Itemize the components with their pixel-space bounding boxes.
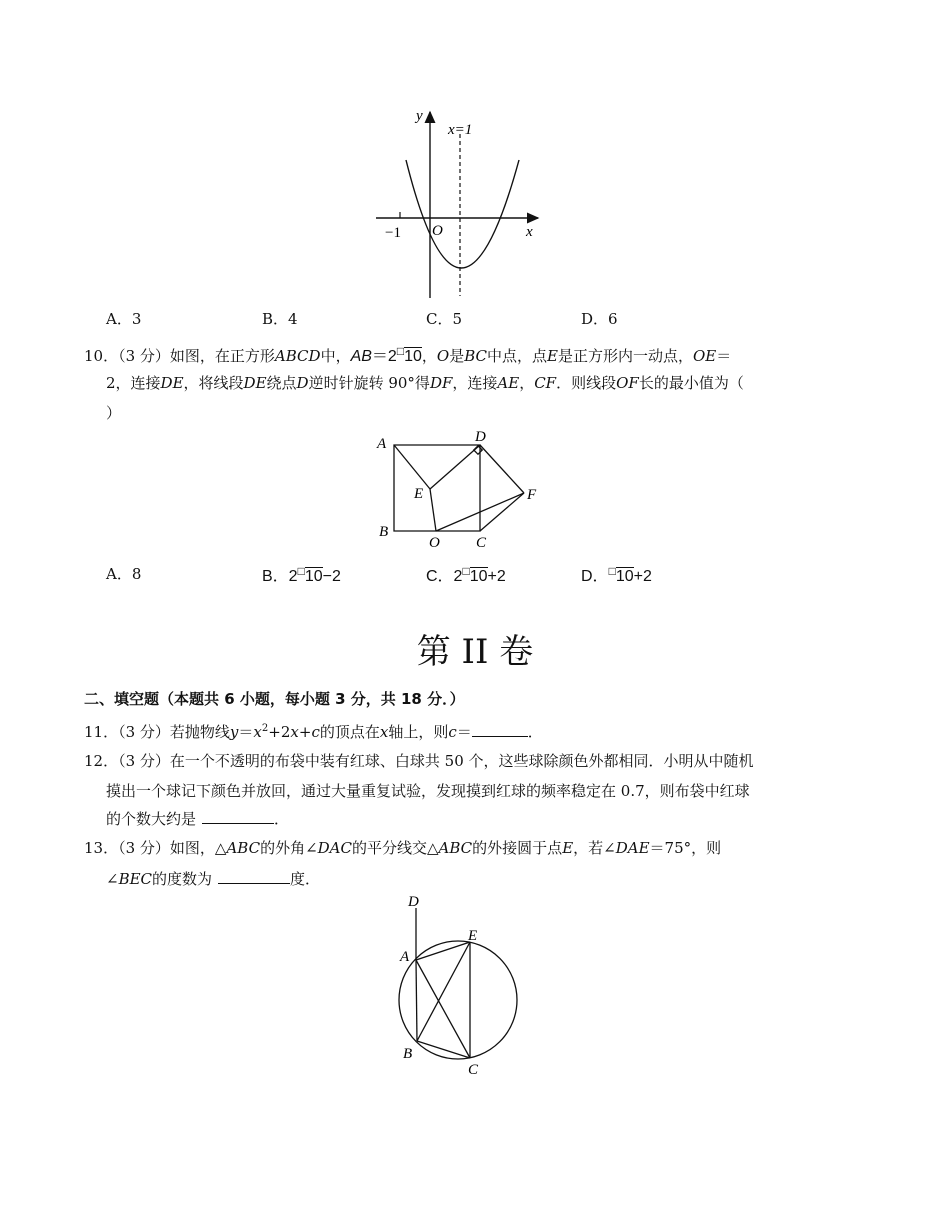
q13-text: ，若∠ bbox=[573, 839, 616, 857]
q10-var: OE bbox=[692, 347, 717, 365]
x-label: x bbox=[526, 224, 533, 240]
q11-text: 轴上，则 bbox=[388, 723, 449, 741]
segment-ab bbox=[416, 960, 417, 1041]
q13-line1 bbox=[84, 838, 721, 858]
q11-text: ＝ bbox=[456, 723, 472, 741]
q10-text: ＝2 bbox=[371, 348, 397, 365]
option-radicand: 10 bbox=[304, 568, 323, 585]
q11-text: 若抛物线 bbox=[169, 723, 230, 741]
option-text: B．2 bbox=[262, 568, 298, 585]
option-text: C．2 bbox=[426, 568, 463, 585]
q13-text: 的平分线交△ bbox=[352, 839, 439, 857]
q12-line3 bbox=[106, 809, 289, 829]
parabola-curve bbox=[406, 160, 519, 268]
q10-var: E bbox=[547, 347, 558, 365]
option-radicand: 10 bbox=[469, 568, 488, 585]
q10-line1 bbox=[84, 341, 731, 367]
q10-text: ， bbox=[519, 374, 535, 392]
q12-text: ． bbox=[274, 810, 290, 828]
q11-var: x bbox=[379, 723, 389, 741]
q13-var: E bbox=[562, 839, 574, 857]
q10-text: 中点，点 bbox=[487, 347, 548, 365]
q11-line bbox=[84, 719, 543, 742]
sqrt-symbol: □ bbox=[608, 564, 616, 578]
q10-text: 绕点 bbox=[266, 374, 297, 392]
q9-option-b: B．4 bbox=[262, 310, 298, 328]
q10-text: 2，连接 bbox=[106, 374, 161, 392]
q13-text: 如图，△ bbox=[169, 839, 227, 857]
option-text: +2 bbox=[487, 568, 506, 585]
q10-option-d bbox=[581, 563, 652, 586]
q10-text: ，将线段 bbox=[183, 374, 244, 392]
circle-figure bbox=[380, 890, 540, 1085]
q12-text: （3 分）在一个不透明的布袋中装有红球、白球共 50 个，这些球除颜色外都相同．小明从中随机 bbox=[118, 752, 754, 770]
q13-number: 13． bbox=[84, 839, 119, 857]
q10-line2 bbox=[106, 373, 744, 393]
q11-var: x bbox=[290, 723, 299, 741]
q11-var: y bbox=[229, 723, 239, 741]
q9-option-a: A．3 bbox=[106, 310, 142, 328]
q10-var: BC bbox=[464, 347, 487, 365]
q12-line1 bbox=[84, 751, 754, 771]
option-text: D． bbox=[581, 568, 609, 585]
label-f: F bbox=[527, 487, 537, 503]
label-o: O bbox=[429, 535, 440, 551]
q10-text: 是正方形内一动点， bbox=[557, 347, 693, 365]
q11-var: x bbox=[253, 723, 262, 741]
q11-answer-blank[interactable] bbox=[472, 722, 528, 737]
q12-text: 的个数大约是 bbox=[106, 810, 197, 828]
q10-option-a: A．8 bbox=[106, 565, 142, 583]
q10-var: O bbox=[436, 347, 450, 365]
q13-answer-blank[interactable] bbox=[218, 869, 290, 884]
segment-de bbox=[430, 445, 480, 489]
q13-text: ＝75°，则 bbox=[649, 839, 722, 857]
q13-var: ABC bbox=[226, 839, 261, 857]
q11-var: c bbox=[311, 723, 320, 741]
parabola-figure bbox=[360, 100, 560, 300]
q10-text: 如图，在正方形 bbox=[169, 347, 275, 365]
q10-score: （3 分） bbox=[118, 347, 170, 365]
q13-var: ABC bbox=[438, 839, 473, 857]
q13-text: 的度数为 bbox=[152, 870, 213, 888]
q10-var: D bbox=[296, 374, 309, 392]
q10-text: 逆时针旋转 90°得 bbox=[308, 374, 430, 392]
q13-var: DAE bbox=[615, 839, 650, 857]
q10-var: OF bbox=[616, 374, 639, 392]
q10-text: ， bbox=[421, 347, 437, 365]
q12-line2: 摸出一个球记下颜色并放回，通过大量重复试验，发现摸到红球的频率稳定在 0.7，则布袋中红球 bbox=[106, 782, 750, 800]
q13-text: 的外角∠ bbox=[260, 839, 318, 857]
q10-text: ．则线段 bbox=[556, 374, 617, 392]
label-a: A bbox=[377, 436, 387, 452]
q13-var: BEC bbox=[118, 870, 153, 888]
q11-score: （3 分） bbox=[118, 723, 170, 741]
label-b: B bbox=[379, 524, 389, 540]
q10-text: 长的最小值为（ bbox=[638, 374, 744, 392]
q10-text: 中， bbox=[320, 347, 351, 365]
section-heading: 二、填空题（本题共 6 小题，每小题 3 分，共 18 分．） bbox=[84, 690, 465, 708]
q9-option-d: D．6 bbox=[581, 310, 618, 328]
q9-option-c: C．5 bbox=[426, 310, 463, 328]
sqrt-symbol: □ bbox=[297, 564, 305, 578]
q10-text: 是 bbox=[449, 347, 465, 365]
q10-var: DE bbox=[243, 374, 267, 392]
label-b: B bbox=[403, 1046, 413, 1062]
label-a: A bbox=[400, 949, 410, 965]
q13-line2 bbox=[106, 869, 320, 889]
q12-answer-blank[interactable] bbox=[202, 809, 274, 824]
segment-cf bbox=[480, 493, 524, 531]
q12-number: 12． bbox=[84, 752, 119, 770]
neg1-label: −1 bbox=[385, 225, 401, 241]
q11-text: ． bbox=[527, 723, 543, 741]
square-figure bbox=[370, 425, 550, 555]
q11-exponent: 2 bbox=[261, 723, 269, 734]
label-c: C bbox=[468, 1062, 479, 1078]
q13-text: 的外接圆于点 bbox=[472, 839, 563, 857]
q10-text: ，连接 bbox=[452, 374, 498, 392]
sqrt-symbol: □ bbox=[462, 564, 470, 578]
segment-df bbox=[480, 445, 524, 493]
q10-var: DE bbox=[160, 374, 184, 392]
q10-var: AB bbox=[350, 348, 372, 365]
q13-score: （3 分） bbox=[118, 839, 170, 857]
q10-line3: ） bbox=[106, 404, 122, 422]
label-d: D bbox=[408, 894, 419, 910]
q10-var: ABCD bbox=[274, 347, 321, 365]
q11-text: ＝ bbox=[238, 723, 254, 741]
label-c: C bbox=[476, 535, 487, 551]
option-radicand: 10 bbox=[615, 568, 634, 585]
label-d: D bbox=[475, 429, 486, 445]
option-text: +2 bbox=[633, 568, 652, 585]
q10-var: AE bbox=[497, 374, 520, 392]
q10-option-b bbox=[262, 563, 341, 586]
q11-number: 11． bbox=[84, 723, 119, 741]
q13-text: 度． bbox=[290, 870, 321, 888]
q10-var: CF bbox=[534, 374, 557, 392]
q13-var: DAC bbox=[317, 839, 352, 857]
q10-var: DF bbox=[429, 374, 453, 392]
q10-text: ＝ bbox=[716, 347, 732, 365]
q11-text: 的顶点在 bbox=[319, 723, 380, 741]
segment-ae bbox=[394, 445, 430, 489]
y-label: y bbox=[416, 108, 423, 124]
q11-var: c bbox=[448, 723, 457, 741]
origin-label: O bbox=[432, 223, 443, 239]
label-e: E bbox=[468, 928, 478, 944]
q11-text: + bbox=[298, 723, 312, 741]
symmetry-label: x=1 bbox=[448, 122, 473, 138]
q10-radicand: 10 bbox=[404, 348, 422, 365]
q10-option-c bbox=[426, 563, 506, 586]
q10-number: 10． bbox=[84, 347, 119, 365]
label-e: E bbox=[414, 486, 424, 502]
sqrt-symbol: □ bbox=[396, 344, 405, 358]
segment-eo bbox=[430, 489, 436, 531]
q11-text: +2 bbox=[268, 723, 291, 741]
option-text: −2 bbox=[322, 568, 341, 585]
q13-text: ∠ bbox=[106, 870, 119, 888]
section-title: 第 II 卷 bbox=[416, 632, 534, 672]
